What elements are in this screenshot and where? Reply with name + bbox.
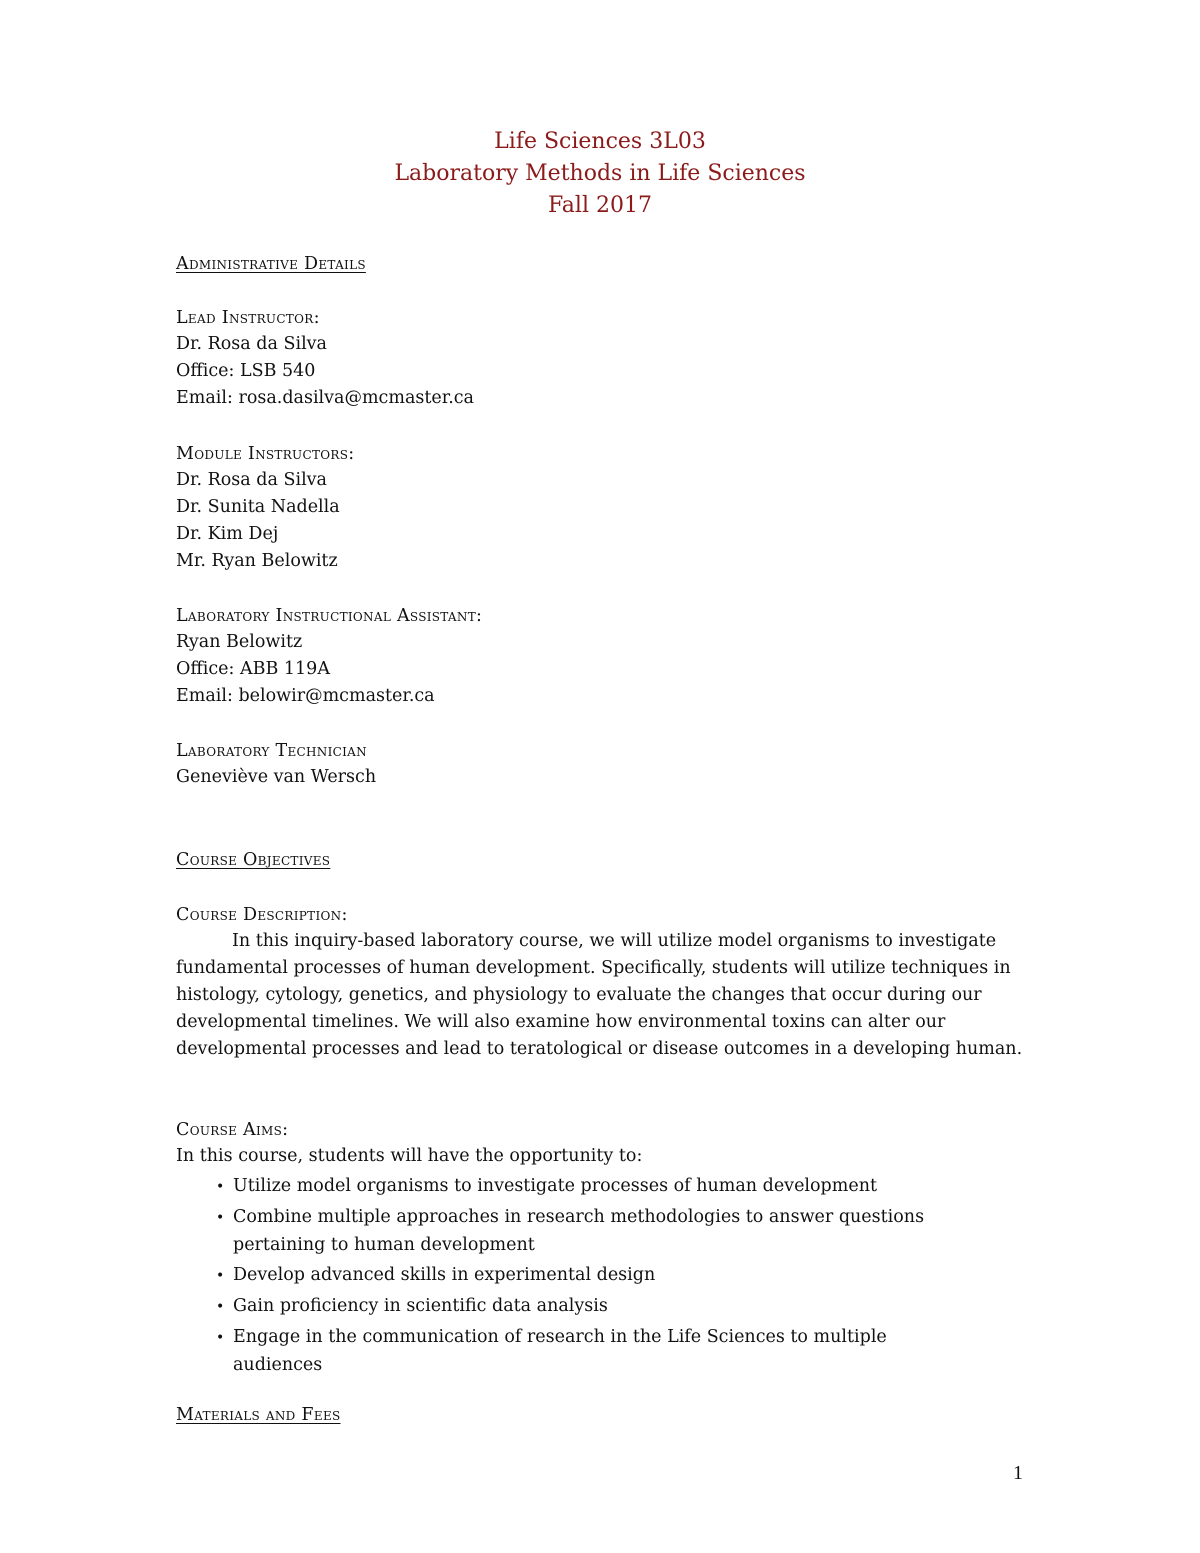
module-instructor-name: Dr. Sunita Nadella: [176, 497, 340, 517]
list-item: • Utilize model organisms to investigate processes of human development: [176, 1173, 966, 1201]
list-item: • Combine multiple approaches in research methodologies to answer questions pertaining to human development: [216, 1207, 925, 1255]
lead-instructor-label: Lead Instructor:: [176, 308, 320, 328]
module-instructor-name: Mr. Ryan Belowitz: [176, 551, 338, 571]
lead-instructor-name: Dr. Rosa da Silva: [176, 334, 327, 354]
module-instructors-label: Module Instructors:: [176, 444, 355, 464]
course-code: Life Sciences 3L03: [494, 129, 706, 154]
bullet-icon: •: [216, 1210, 225, 1226]
lab-technician-label: Laboratory Technician: [176, 741, 367, 761]
list-item: • Gain proficiency in scientific data analysis: [176, 1293, 966, 1321]
course-aims-list: [176, 1173, 966, 1382]
course-aims-intro: In this course, students will have the opportunity to:: [176, 1146, 643, 1166]
course-description: [176, 928, 1036, 1063]
bullet-icon: •: [216, 1299, 225, 1315]
course-description-text: In this inquiry-based laboratory course, we will utilize model organisms to investigate fundamental processes of human development. Specifically, students will utilize techniques in histology, cytology, genetics, and physiology to evaluate the changes that occur during our developmental timelines. We will also examine how environmental toxins can alter our developmental processes and lead to teratological or disease outcomes in a developing human.: [176, 931, 1023, 1059]
lab-assistant-name: Ryan Belowitz: [176, 632, 303, 652]
lab-assistant-email: Email: belowir@mcmaster.ca: [176, 686, 435, 706]
module-instructor-name: Dr. Kim Dej: [176, 524, 279, 544]
lab-technician-name: Geneviève van Wersch: [176, 767, 377, 787]
bullet-icon: •: [216, 1330, 225, 1346]
lead-instructor-office: Office: LSB 540: [176, 361, 316, 381]
bullet-icon: •: [216, 1268, 225, 1284]
course-aims-label: Course Aims:: [176, 1120, 289, 1140]
section-heading-materials: Materials and Fees: [176, 1405, 341, 1425]
course-description-label: Course Description:: [176, 905, 348, 925]
section-heading-administrative: Administrative Details: [176, 254, 366, 274]
page-number: 1: [1013, 1462, 1023, 1484]
section-heading-objectives: Course Objectives: [176, 850, 331, 870]
lead-instructor-email: Email: rosa.dasilva@mcmaster.ca: [176, 388, 474, 408]
list-item: • Engage in the communication of research in the Life Sciences to multiple audiences: [216, 1327, 887, 1375]
module-instructor-name: Dr. Rosa da Silva: [176, 470, 327, 490]
bullet-icon: •: [216, 1179, 225, 1195]
term: Fall 2017: [548, 193, 652, 218]
lab-assistant-office: Office: ABB 119A: [176, 659, 330, 679]
course-title: Laboratory Methods in Life Sciences: [394, 161, 806, 186]
list-item: • Develop advanced skills in experimental design: [176, 1262, 966, 1290]
lab-assistant-label: Laboratory Instructional Assistant:: [176, 606, 483, 626]
